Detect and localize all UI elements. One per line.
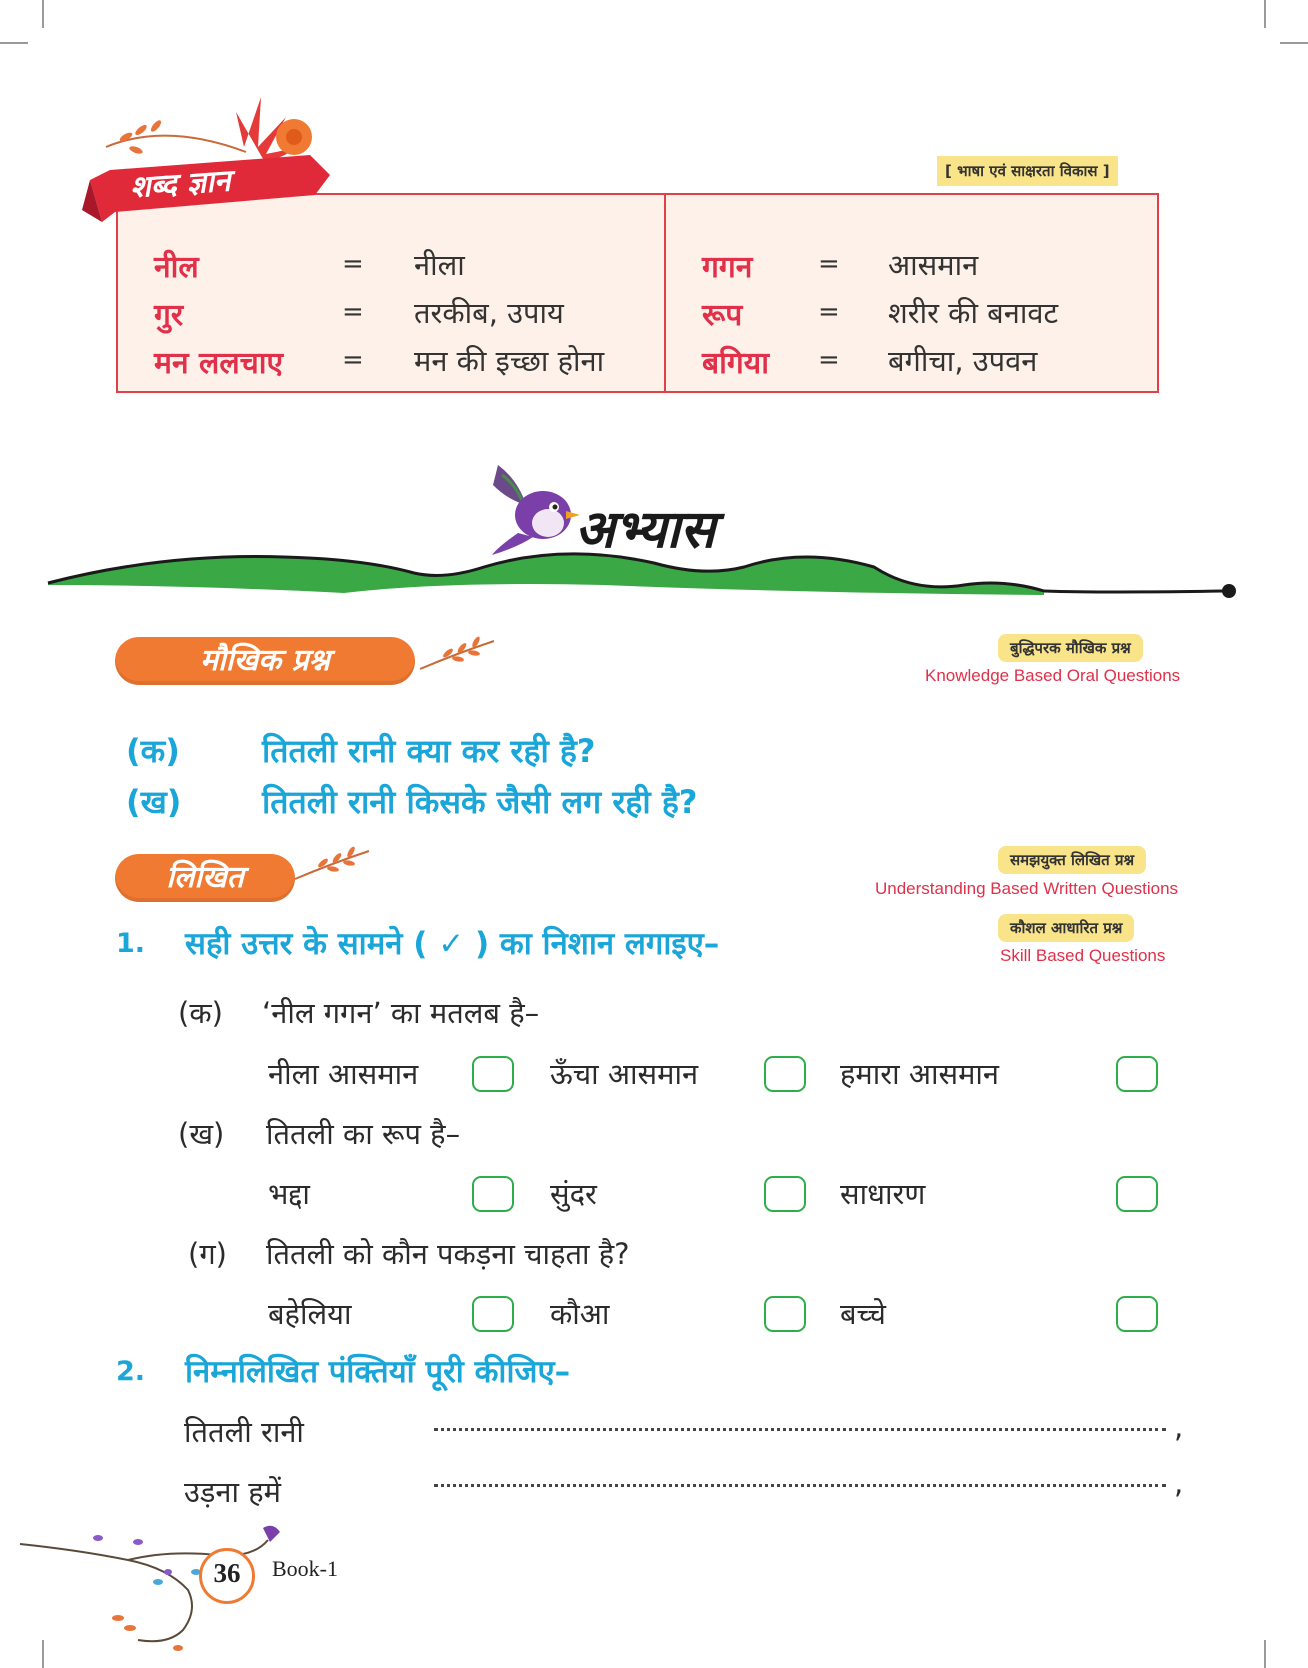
literacy-tag: [ भाषा एवं साक्षरता विकास ] [937, 156, 1118, 186]
answer-checkbox[interactable] [1116, 1056, 1158, 1092]
answer-checkbox[interactable] [1116, 1296, 1158, 1332]
crop-mark [0, 42, 28, 44]
crop-mark [1264, 1640, 1266, 1668]
vocab-equals: = [818, 345, 840, 375]
option-label: बहेलिया [268, 1297, 352, 1331]
twig-icon [293, 843, 373, 883]
vocab-equals: = [818, 249, 840, 279]
oral-question: तितली रानी क्या कर रही है? [262, 732, 596, 770]
vocab-meaning: शरीर की बनावट [888, 296, 1059, 330]
skill-tag: कौशल आधारित प्रश्न [998, 914, 1134, 942]
completion-line-label: उड़ना हमें [184, 1475, 281, 1509]
completion-blank[interactable] [434, 1428, 1166, 1431]
answer-checkbox[interactable] [764, 1176, 806, 1212]
sub-question-mark: (ग) [188, 1237, 227, 1271]
vocab-equals: = [818, 297, 840, 327]
vocab-word: गुर [154, 298, 184, 333]
answer-checkbox[interactable] [472, 1296, 514, 1332]
oral-question: तितली रानी किसके जैसी लग रही है? [262, 783, 698, 821]
vocab-word: रूप [702, 298, 743, 333]
answer-checkbox[interactable] [764, 1296, 806, 1332]
vocab-meaning: तरकीब, उपाय [414, 296, 564, 330]
sub-question: ‘नील गगन’ का मतलब है– [262, 996, 540, 1030]
option-label: साधारण [840, 1177, 926, 1211]
vocab-word: गगन [702, 250, 753, 285]
oral-question-mark: (क) [126, 732, 180, 770]
answer-checkbox[interactable] [764, 1056, 806, 1092]
completion-line-label: तितली रानी [184, 1415, 304, 1449]
oral-tag-english: Knowledge Based Oral Questions [925, 666, 1181, 685]
book-label: Book-1 [272, 1556, 338, 1581]
vocab-meaning: आसमान [888, 248, 979, 282]
option-label: सुंदर [550, 1177, 597, 1211]
exercise-title: अभ्यास [575, 500, 716, 560]
written-questions-pill: लिखित [115, 854, 295, 902]
vocab-word: बगिया [702, 346, 769, 381]
vocab-word: नील [154, 250, 199, 285]
vocab-meaning: बगीचा, उपवन [888, 344, 1038, 378]
banner-title: शब्द ज्ञान [129, 163, 232, 206]
answer-checkbox[interactable] [1116, 1176, 1158, 1212]
crop-mark [1280, 42, 1308, 44]
vocab-meaning: नीला [414, 248, 465, 282]
answer-checkbox[interactable] [472, 1176, 514, 1212]
option-label: हमारा आसमान [840, 1057, 1000, 1091]
oral-tag: बुद्धिपरक मौखिक प्रश्न [998, 634, 1143, 662]
vocab-equals: = [342, 345, 364, 375]
completion-blank[interactable] [434, 1484, 1166, 1487]
question-number: 1. [116, 928, 146, 959]
written-tag-english: Understanding Based Written Questions [875, 879, 1179, 898]
sub-question-mark: (क) [178, 996, 223, 1030]
bird-icon [488, 455, 588, 560]
sub-question: तितली को कौन पकड़ना चाहता है? [266, 1237, 630, 1271]
line-end-comma: , [1174, 1410, 1184, 1444]
answer-checkbox[interactable] [472, 1056, 514, 1092]
page-number: 36 [213, 1558, 241, 1588]
vocabulary-divider [664, 193, 666, 393]
vocab-equals: = [342, 249, 364, 279]
sub-question: तितली का रूप है– [266, 1117, 461, 1151]
oral-questions-pill: मौखिक प्रश्न [115, 637, 415, 685]
question-text: सही उत्तर के सामने ( ✓ ) का निशान लगाइए– [185, 926, 720, 962]
sub-question-mark: (ख) [178, 1117, 225, 1151]
line-end-comma: , [1174, 1466, 1184, 1500]
twig-icon [418, 633, 498, 673]
vocab-equals: = [342, 297, 364, 327]
question-number: 2. [116, 1356, 146, 1387]
option-label: बच्चे [840, 1297, 886, 1331]
question-text: निम्नलिखित पंक्तियाँ पूरी कीजिए– [185, 1354, 571, 1390]
crop-mark [1264, 0, 1266, 28]
skill-tag-english: Skill Based Questions [1000, 946, 1166, 965]
vocab-meaning: मन की इच्छा होना [414, 344, 605, 378]
option-label: कौआ [550, 1297, 610, 1331]
oral-question-mark: (ख) [126, 783, 182, 821]
vocab-word: मन ललचाए [154, 346, 284, 381]
option-label: भद्दा [268, 1177, 310, 1211]
option-label: ऊँचा आसमान [550, 1057, 699, 1091]
option-label: नीला आसमान [268, 1057, 419, 1091]
written-tag: समझयुक्त लिखित प्रश्न [998, 846, 1146, 874]
crop-mark [42, 0, 44, 28]
